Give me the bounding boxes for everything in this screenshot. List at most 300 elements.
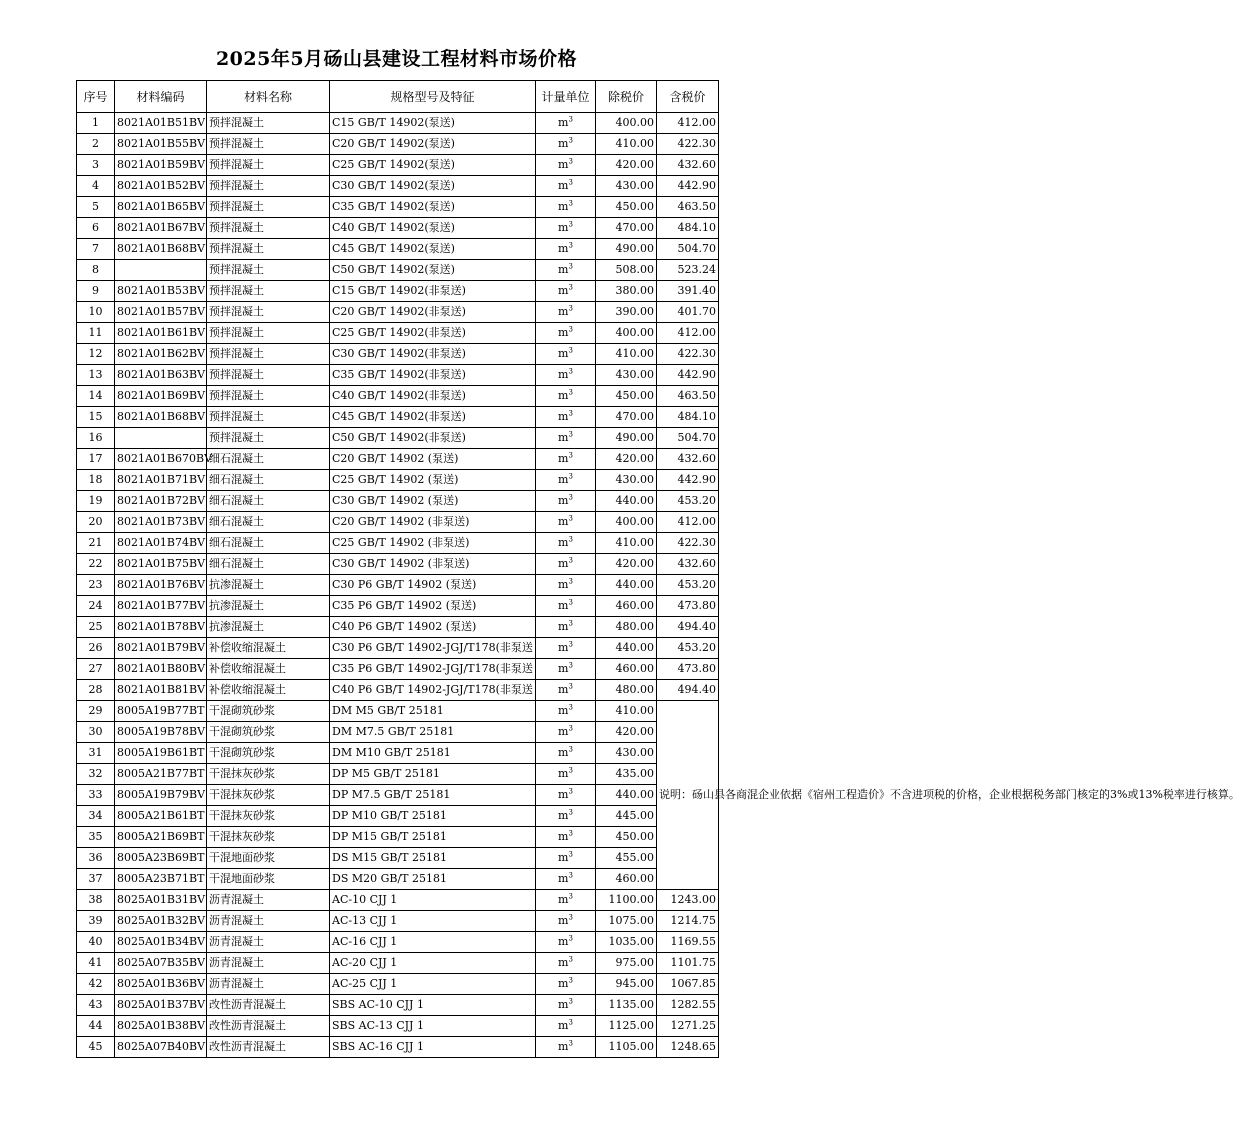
material-code: 8021A01B68BV — [115, 407, 207, 428]
pretax-price: 460.00 — [596, 869, 657, 890]
table-row — [77, 890, 719, 911]
material-name: 干混抹灰砂浆 — [207, 827, 330, 848]
pretax-price: 440.00 — [596, 491, 657, 512]
pricing-note: 说明：砀山县各商混企业依据《宿州工程造价》不含进项税的价格，企业根据税务部门核定的3%或13%税率进行核算。 — [657, 701, 719, 890]
table-row — [77, 1016, 719, 1037]
unit-cell — [536, 302, 596, 323]
row-number: 16 — [77, 428, 115, 449]
pretax-price: 410.00 — [596, 701, 657, 722]
unit-cell — [536, 113, 596, 134]
row-number: 2 — [77, 134, 115, 155]
unit-cell — [536, 407, 596, 428]
material-spec: C50 GB/T 14902(非泵送) — [330, 428, 536, 449]
pretax-price: 945.00 — [596, 974, 657, 995]
material-spec: C40 P6 GB/T 14902-JGJ/T178(非泵送 — [330, 680, 536, 701]
material-name: 预拌混凝土 — [207, 113, 330, 134]
material-spec: C25 GB/T 14902 (非泵送) — [330, 533, 536, 554]
material-name: 补偿收缩混凝土 — [207, 659, 330, 680]
pretax-price: 460.00 — [596, 659, 657, 680]
material-code: 8021A01B68BV — [115, 239, 207, 260]
row-number: 33 — [77, 785, 115, 806]
unit-exponent: 3 — [568, 493, 573, 502]
taxed-price: 442.90 — [657, 176, 719, 197]
unit-base: m — [558, 767, 569, 780]
unit-exponent: 3 — [568, 367, 573, 376]
pretax-price: 440.00 — [596, 575, 657, 596]
row-number: 14 — [77, 386, 115, 407]
unit-base: m — [558, 977, 569, 990]
taxed-price: 463.50 — [657, 386, 719, 407]
unit-exponent: 3 — [568, 451, 573, 460]
taxed-price: 504.70 — [657, 428, 719, 449]
taxed-price: 432.60 — [657, 155, 719, 176]
unit-base: m — [558, 578, 569, 591]
unit-cell — [536, 491, 596, 512]
unit-exponent: 3 — [568, 640, 573, 649]
row-number: 32 — [77, 764, 115, 785]
material-spec: AC-25 CJJ 1 — [330, 974, 536, 995]
material-name: 沥青混凝土 — [207, 911, 330, 932]
material-spec: DM M5 GB/T 25181 — [330, 701, 536, 722]
unit-cell — [536, 638, 596, 659]
unit-exponent: 3 — [568, 535, 573, 544]
material-spec: C15 GB/T 14902(非泵送) — [330, 281, 536, 302]
unit-base: m — [558, 347, 569, 360]
table-row — [77, 701, 719, 722]
unit-base: m — [558, 452, 569, 465]
unit-exponent: 3 — [568, 304, 573, 313]
table-row — [77, 932, 719, 953]
row-number: 1 — [77, 113, 115, 134]
material-name: 补偿收缩混凝土 — [207, 638, 330, 659]
table-row — [77, 743, 719, 764]
material-code: 8005A21B61BT — [115, 806, 207, 827]
header-code: 材料编码 — [115, 81, 207, 113]
taxed-price: 1214.75 — [657, 911, 719, 932]
unit-cell — [536, 890, 596, 911]
row-number: 24 — [77, 596, 115, 617]
table-row — [77, 806, 719, 827]
unit-exponent: 3 — [568, 1018, 573, 1027]
material-name: 预拌混凝土 — [207, 428, 330, 449]
material-name: 预拌混凝土 — [207, 239, 330, 260]
material-code: 8025A01B38BV — [115, 1016, 207, 1037]
unit-cell — [536, 764, 596, 785]
material-name: 细石混凝土 — [207, 449, 330, 470]
unit-exponent: 3 — [568, 241, 573, 250]
unit-cell — [536, 1016, 596, 1037]
unit-cell — [536, 659, 596, 680]
material-name: 预拌混凝土 — [207, 407, 330, 428]
row-number: 19 — [77, 491, 115, 512]
row-number: 13 — [77, 365, 115, 386]
unit-cell — [536, 155, 596, 176]
material-code: 8005A23B71BT — [115, 869, 207, 890]
material-spec: C25 GB/T 14902(非泵送) — [330, 323, 536, 344]
unit-cell — [536, 323, 596, 344]
pretax-price: 380.00 — [596, 281, 657, 302]
table-row — [77, 197, 719, 218]
taxed-price: 494.40 — [657, 680, 719, 701]
material-spec: AC-20 CJJ 1 — [330, 953, 536, 974]
material-name: 细石混凝土 — [207, 470, 330, 491]
pretax-price: 410.00 — [596, 134, 657, 155]
material-code: 8021A01B80BV — [115, 659, 207, 680]
row-number: 4 — [77, 176, 115, 197]
unit-base: m — [558, 200, 569, 213]
material-name: 细石混凝土 — [207, 512, 330, 533]
row-number: 6 — [77, 218, 115, 239]
unit-cell — [536, 428, 596, 449]
unit-cell — [536, 932, 596, 953]
header-spec: 规格型号及特征 — [330, 81, 536, 113]
material-code: 8025A01B31BV — [115, 890, 207, 911]
material-name: 预拌混凝土 — [207, 218, 330, 239]
pretax-price: 455.00 — [596, 848, 657, 869]
pretax-price: 975.00 — [596, 953, 657, 974]
table-row — [77, 953, 719, 974]
row-number: 10 — [77, 302, 115, 323]
taxed-price: 504.70 — [657, 239, 719, 260]
row-number: 7 — [77, 239, 115, 260]
unit-exponent: 3 — [568, 661, 573, 670]
material-spec: C35 P6 GB/T 14902-JGJ/T178(非泵送 — [330, 659, 536, 680]
material-spec: DP M15 GB/T 25181 — [330, 827, 536, 848]
material-name: 干混砌筑砂浆 — [207, 722, 330, 743]
material-code: 8025A01B32BV — [115, 911, 207, 932]
unit-exponent: 3 — [568, 598, 573, 607]
unit-exponent: 3 — [568, 346, 573, 355]
material-name: 预拌混凝土 — [207, 260, 330, 281]
table-header-row — [77, 81, 719, 113]
table-row — [77, 659, 719, 680]
row-number: 12 — [77, 344, 115, 365]
row-number: 31 — [77, 743, 115, 764]
material-name: 干混抹灰砂浆 — [207, 806, 330, 827]
unit-base: m — [558, 956, 569, 969]
header-name: 材料名称 — [207, 81, 330, 113]
material-name: 预拌混凝土 — [207, 302, 330, 323]
table-row — [77, 512, 719, 533]
unit-exponent: 3 — [568, 934, 573, 943]
row-number: 43 — [77, 995, 115, 1016]
taxed-price: 422.30 — [657, 344, 719, 365]
material-spec: C15 GB/T 14902(泵送) — [330, 113, 536, 134]
material-spec: C20 GB/T 14902 (泵送) — [330, 449, 536, 470]
table-row — [77, 575, 719, 596]
material-code: 8021A01B78BV — [115, 617, 207, 638]
table-row — [77, 218, 719, 239]
material-code: 8021A01B51BV — [115, 113, 207, 134]
taxed-price: 473.80 — [657, 659, 719, 680]
material-spec: C30 GB/T 14902(非泵送) — [330, 344, 536, 365]
row-number: 23 — [77, 575, 115, 596]
row-number: 5 — [77, 197, 115, 218]
material-name: 干混地面砂浆 — [207, 848, 330, 869]
table-row — [77, 113, 719, 134]
unit-base: m — [558, 599, 569, 612]
material-code: 8021A01B71BV — [115, 470, 207, 491]
unit-cell — [536, 176, 596, 197]
unit-exponent: 3 — [568, 913, 573, 922]
material-spec: C30 GB/T 14902 (泵送) — [330, 491, 536, 512]
unit-base: m — [558, 515, 569, 528]
material-spec: DP M10 GB/T 25181 — [330, 806, 536, 827]
unit-cell — [536, 806, 596, 827]
material-code: 8021A01B65BV — [115, 197, 207, 218]
taxed-price: 412.00 — [657, 113, 719, 134]
material-code: 8005A21B69BT — [115, 827, 207, 848]
unit-cell — [536, 596, 596, 617]
unit-base: m — [558, 620, 569, 633]
material-code: 8021A01B57BV — [115, 302, 207, 323]
taxed-price: 1169.55 — [657, 932, 719, 953]
taxed-price: 1101.75 — [657, 953, 719, 974]
unit-exponent: 3 — [568, 430, 573, 439]
unit-exponent: 3 — [568, 556, 573, 565]
pretax-price: 450.00 — [596, 827, 657, 848]
unit-base: m — [558, 158, 569, 171]
table-row — [77, 176, 719, 197]
material-code: 8021A01B55BV — [115, 134, 207, 155]
unit-base: m — [558, 263, 569, 276]
unit-cell — [536, 554, 596, 575]
table-row — [77, 911, 719, 932]
material-spec: SBS AC-13 CJJ 1 — [330, 1016, 536, 1037]
table-row — [77, 323, 719, 344]
taxed-price: 1271.25 — [657, 1016, 719, 1037]
unit-base: m — [558, 830, 569, 843]
unit-cell — [536, 617, 596, 638]
material-spec: C30 P6 GB/T 14902-JGJ/T178(非泵送 — [330, 638, 536, 659]
unit-cell — [536, 785, 596, 806]
pretax-price: 430.00 — [596, 470, 657, 491]
material-spec: C25 GB/T 14902(泵送) — [330, 155, 536, 176]
pretax-price: 420.00 — [596, 155, 657, 176]
material-code: 8021A01B73BV — [115, 512, 207, 533]
unit-base: m — [558, 305, 569, 318]
unit-cell — [536, 680, 596, 701]
row-number: 26 — [77, 638, 115, 659]
unit-base: m — [558, 137, 569, 150]
unit-base: m — [558, 683, 569, 696]
row-number: 36 — [77, 848, 115, 869]
unit-cell — [536, 260, 596, 281]
row-number: 34 — [77, 806, 115, 827]
material-spec: C25 GB/T 14902 (泵送) — [330, 470, 536, 491]
unit-exponent: 3 — [568, 178, 573, 187]
unit-cell — [536, 974, 596, 995]
unit-cell — [536, 365, 596, 386]
taxed-price: 1067.85 — [657, 974, 719, 995]
table-row — [77, 533, 719, 554]
unit-base: m — [558, 788, 569, 801]
row-number: 9 — [77, 281, 115, 302]
row-number: 29 — [77, 701, 115, 722]
taxed-price: 391.40 — [657, 281, 719, 302]
material-spec: AC-10 CJJ 1 — [330, 890, 536, 911]
pretax-price: 470.00 — [596, 218, 657, 239]
pretax-price: 460.00 — [596, 596, 657, 617]
unit-exponent: 3 — [568, 514, 573, 523]
unit-base: m — [558, 557, 569, 570]
unit-base: m — [558, 935, 569, 948]
row-number: 44 — [77, 1016, 115, 1037]
material-code: 8005A23B69BT — [115, 848, 207, 869]
unit-base: m — [558, 410, 569, 423]
material-name: 预拌混凝土 — [207, 197, 330, 218]
unit-exponent: 3 — [568, 955, 573, 964]
table-row — [77, 869, 719, 890]
pretax-price: 430.00 — [596, 176, 657, 197]
unit-base: m — [558, 641, 569, 654]
pretax-price: 490.00 — [596, 428, 657, 449]
pretax-price: 410.00 — [596, 344, 657, 365]
material-spec: C20 GB/T 14902 (非泵送) — [330, 512, 536, 533]
unit-exponent: 3 — [568, 577, 573, 586]
table-row — [77, 365, 719, 386]
taxed-price: 1243.00 — [657, 890, 719, 911]
row-number: 38 — [77, 890, 115, 911]
pretax-price: 390.00 — [596, 302, 657, 323]
unit-cell — [536, 470, 596, 491]
material-code: 8021A01B62BV — [115, 344, 207, 365]
material-code: 8025A07B40BV — [115, 1037, 207, 1058]
material-name: 细石混凝土 — [207, 533, 330, 554]
pretax-price: 400.00 — [596, 512, 657, 533]
row-number: 11 — [77, 323, 115, 344]
material-name: 改性沥青混凝土 — [207, 1016, 330, 1037]
material-name: 预拌混凝土 — [207, 176, 330, 197]
material-name: 改性沥青混凝土 — [207, 1037, 330, 1058]
material-code: 8021A01B81BV — [115, 680, 207, 701]
pretax-price: 410.00 — [596, 533, 657, 554]
table-row — [77, 302, 719, 323]
pretax-price: 480.00 — [596, 617, 657, 638]
pretax-price: 450.00 — [596, 197, 657, 218]
material-name: 干混地面砂浆 — [207, 869, 330, 890]
unit-exponent: 3 — [568, 325, 573, 334]
table-body — [77, 113, 1240, 1058]
taxed-price: 484.10 — [657, 218, 719, 239]
table-row — [77, 260, 719, 281]
material-code: 8021A01B79BV — [115, 638, 207, 659]
unit-cell — [536, 197, 596, 218]
pretax-price: 440.00 — [596, 785, 657, 806]
material-spec: DP M7.5 GB/T 25181 — [330, 785, 536, 806]
unit-exponent: 3 — [568, 283, 573, 292]
table-row — [77, 596, 719, 617]
pretax-price: 450.00 — [596, 386, 657, 407]
pretax-price: 420.00 — [596, 554, 657, 575]
unit-cell — [536, 239, 596, 260]
table-row — [77, 848, 719, 869]
row-number: 45 — [77, 1037, 115, 1058]
material-code — [115, 260, 207, 281]
material-name: 预拌混凝土 — [207, 323, 330, 344]
material-code: 8021A01B63BV — [115, 365, 207, 386]
table-row — [77, 722, 719, 743]
material-code — [115, 428, 207, 449]
unit-base: m — [558, 704, 569, 717]
row-number: 39 — [77, 911, 115, 932]
material-code: 8021A01B67BV — [115, 218, 207, 239]
unit-base: m — [558, 851, 569, 864]
material-code: 8021A01B53BV — [115, 281, 207, 302]
unit-base: m — [558, 1040, 569, 1053]
material-code: 8021A01B74BV — [115, 533, 207, 554]
unit-exponent: 3 — [568, 976, 573, 985]
taxed-price: 453.20 — [657, 491, 719, 512]
material-name: 细石混凝土 — [207, 491, 330, 512]
taxed-price: 523.24 — [657, 260, 719, 281]
unit-base: m — [558, 809, 569, 822]
taxed-price: 432.60 — [657, 554, 719, 575]
material-name: 沥青混凝土 — [207, 974, 330, 995]
material-code: 8025A01B36BV — [115, 974, 207, 995]
material-spec: C20 GB/T 14902(非泵送) — [330, 302, 536, 323]
material-code: 8021A01B76BV — [115, 575, 207, 596]
material-name: 干混砌筑砂浆 — [207, 743, 330, 764]
unit-exponent: 3 — [568, 871, 573, 880]
unit-base: m — [558, 284, 569, 297]
unit-cell — [536, 281, 596, 302]
pretax-price: 470.00 — [596, 407, 657, 428]
material-name: 预拌混凝土 — [207, 386, 330, 407]
unit-cell — [536, 848, 596, 869]
taxed-price: 1248.65 — [657, 1037, 719, 1058]
unit-base: m — [558, 1019, 569, 1032]
taxed-price: 453.20 — [657, 575, 719, 596]
material-spec: DS M15 GB/T 25181 — [330, 848, 536, 869]
table-row — [77, 1037, 719, 1058]
table-row — [77, 995, 719, 1016]
material-name: 沥青混凝土 — [207, 932, 330, 953]
unit-exponent: 3 — [568, 619, 573, 628]
unit-cell — [536, 743, 596, 764]
taxed-price: 412.00 — [657, 512, 719, 533]
unit-exponent: 3 — [568, 997, 573, 1006]
price-table — [76, 80, 1240, 1058]
header-pretax-price: 除税价 — [596, 81, 657, 113]
unit-cell — [536, 533, 596, 554]
unit-base: m — [558, 494, 569, 507]
material-code: 8005A19B79BV — [115, 785, 207, 806]
unit-cell — [536, 953, 596, 974]
material-code: 8025A01B34BV — [115, 932, 207, 953]
material-name: 抗渗混凝土 — [207, 617, 330, 638]
taxed-price: 432.60 — [657, 449, 719, 470]
unit-exponent: 3 — [568, 157, 573, 166]
material-name: 干混抹灰砂浆 — [207, 785, 330, 806]
taxed-price: 422.30 — [657, 134, 719, 155]
row-number: 18 — [77, 470, 115, 491]
table-row — [77, 617, 719, 638]
unit-cell — [536, 827, 596, 848]
unit-exponent: 3 — [568, 808, 573, 817]
row-number: 8 — [77, 260, 115, 281]
unit-base: m — [558, 368, 569, 381]
row-number: 41 — [77, 953, 115, 974]
material-spec: C40 GB/T 14902(泵送) — [330, 218, 536, 239]
row-number: 30 — [77, 722, 115, 743]
unit-exponent: 3 — [568, 703, 573, 712]
material-name: 沥青混凝土 — [207, 890, 330, 911]
row-number: 15 — [77, 407, 115, 428]
taxed-price: 484.10 — [657, 407, 719, 428]
row-number: 22 — [77, 554, 115, 575]
unit-cell — [536, 386, 596, 407]
